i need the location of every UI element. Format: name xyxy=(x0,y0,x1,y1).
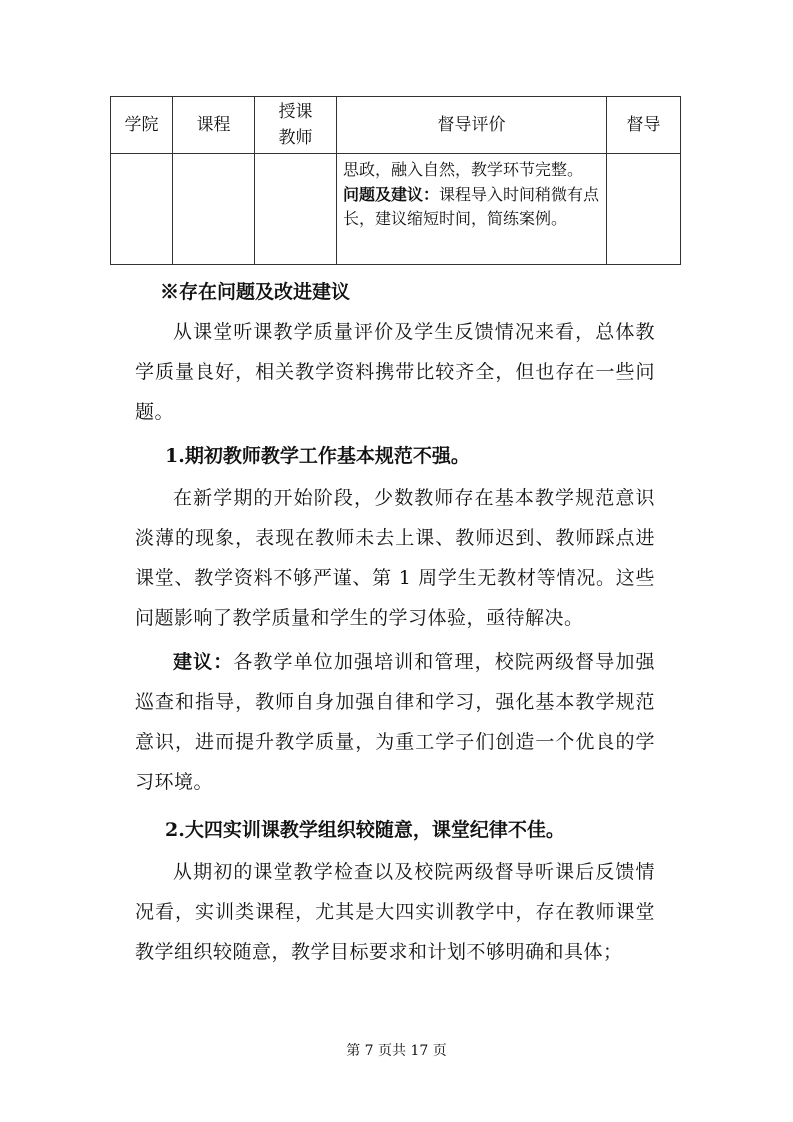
cell-evaluation xyxy=(337,154,607,265)
table-row xyxy=(111,154,681,265)
evaluation-problem-text: 课程导入时间稍微有点长，建议缩短时间，简练案例。 xyxy=(343,184,600,228)
section-title: ※存在问题及改进建议 xyxy=(160,281,351,303)
issue1-paragraph: 在新学期的开始阶段，少数教师存在基本教学规范意识淡薄的现象，表现在教师未去上课、教师迟到、教师踩点进课堂、教学资料不够严谨、第 1 周学生无教材等情况。这些问题影响了教学质量和学生的学习体验，亟待解决。 xyxy=(135,487,655,629)
header-college: 学院 xyxy=(111,97,173,154)
header-course: 课程 xyxy=(173,97,255,154)
suggestion-label: 建议： xyxy=(173,651,234,673)
issue2-paragraph: 从期初的课堂教学检查以及校院两级督导听课后反馈情况看，实训类课程，尤其是大四实训教学中，存在教师课堂教学组织较随意，教学目标要求和计划不够明确和具体； xyxy=(135,861,655,963)
evaluation-table xyxy=(110,96,681,265)
issue2-title: 2.大四实训课教学组织较随意，课堂纪律不佳。 xyxy=(165,819,565,841)
suggestion-paragraph xyxy=(135,642,655,802)
header-teacher: 授课 教师 xyxy=(255,97,337,154)
cell-supervisor xyxy=(607,154,681,265)
cell-course xyxy=(173,154,255,265)
cell-college xyxy=(111,154,173,265)
page-footer: 第 7 页共 17 页 xyxy=(346,1043,447,1059)
cell-teacher xyxy=(255,154,337,265)
suggestion-text: 各教学单位加强培训和管理，校院两级督导加强巡查和指导，教师自身加强自律和学习，强化基本教学规范意识，进而提升教学质量，为重工学子们创造一个优良的学习环境。 xyxy=(135,651,655,793)
header-evaluation: 督导评价 xyxy=(337,97,607,154)
issue1-title: 1.期初教师教学工作基本规范不强。 xyxy=(165,445,470,467)
evaluation-table-container xyxy=(110,96,680,265)
header-supervisor: 督导 xyxy=(607,97,681,154)
intro-paragraph: 从课堂听课教学质量评价及学生反馈情况来看，总体教学质量良好，相关教学资料携带比较齐全，但也存在一些问题。 xyxy=(135,321,655,423)
evaluation-text: 思政，融入自然，教学环节完整。 xyxy=(343,160,584,179)
table-header-row xyxy=(111,97,681,154)
evaluation-problem-label: 问题及建议： xyxy=(343,184,440,204)
